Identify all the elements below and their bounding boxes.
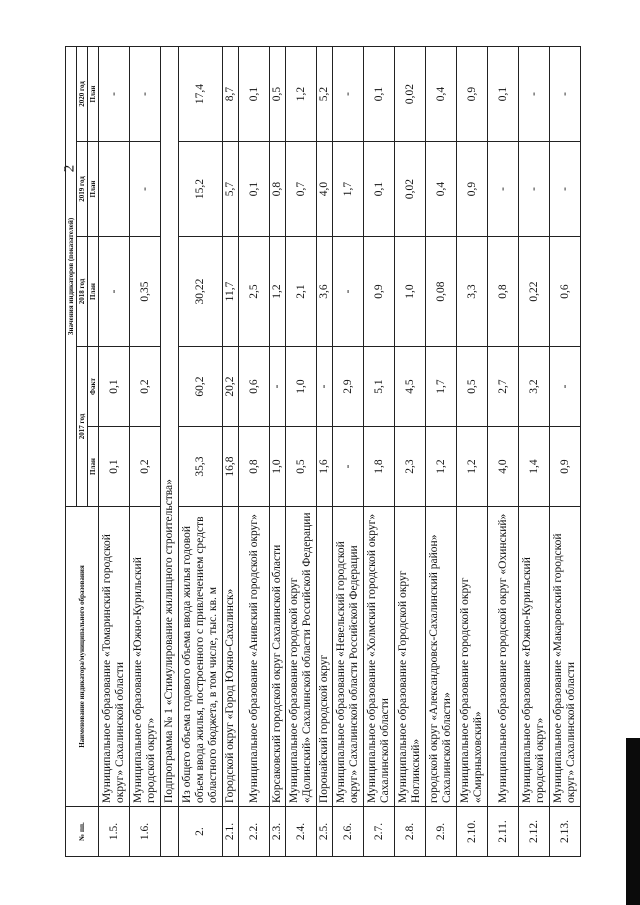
header-name: Наименование индикатора/муниципального образования: [66, 507, 99, 807]
header-plan-2018: План: [88, 237, 99, 347]
row-number: 2.9.: [426, 807, 457, 857]
row-name: Муниципальное образование «Южно-Курильский городской округ»: [130, 507, 161, 807]
cell-plan-2019: 0,7: [286, 142, 317, 237]
row-number: 2.8.: [395, 807, 426, 857]
header-values-group: Значения индикаторов (показателей): [66, 46, 77, 506]
table-row: [550, 46, 581, 856]
cell-plan-2020: -: [519, 46, 550, 141]
row-number: 2.: [179, 807, 223, 857]
cell-plan-2017: 1,2: [426, 427, 457, 507]
row-name: Муниципальное образование «Томаринский городской округ» Сахалинской области: [99, 507, 130, 807]
cell-plan-2020: 0,02: [395, 46, 426, 141]
row-number: 2.11.: [488, 807, 519, 857]
cell-fact-2017: 20,2: [223, 347, 239, 427]
table-row: [179, 46, 223, 856]
row-number: 1.6.: [130, 807, 161, 857]
cell-plan-2018: 11,7: [223, 237, 239, 347]
table-row: [130, 46, 161, 856]
cell-plan-2017: -: [333, 427, 364, 507]
cell-plan-2018: 30,22: [179, 237, 223, 347]
cell-plan-2017: 1,0: [270, 427, 286, 507]
cell-plan-2018: 0,35: [130, 237, 161, 347]
table-row: [457, 46, 488, 856]
row-name: Муниципальное образование «Макаровский городской округ» Сахалинской области: [550, 507, 581, 807]
cell-plan-2018: -: [333, 237, 364, 347]
cell-plan-2020: 0,1: [488, 46, 519, 141]
indicators-table: [65, 46, 581, 857]
cell-plan-2019: -: [130, 142, 161, 237]
cell-plan-2019: 5,7: [223, 142, 239, 237]
cell-plan-2019: 15,2: [179, 142, 223, 237]
cell-plan-2018: 2,5: [239, 237, 270, 347]
table-row: [239, 46, 270, 856]
row-number: 1.5.: [99, 807, 130, 857]
header-year-2017: 2017 год: [77, 347, 88, 507]
row-name: Муниципальное образование городской округ «Долинский» Сахалинской области Российской Федерации: [286, 507, 317, 807]
row-number: 2.10.: [457, 807, 488, 857]
cell-plan-2017: 0,9: [550, 427, 581, 507]
cell-plan-2017: 2,3: [395, 427, 426, 507]
cell-plan-2018: 0,22: [519, 237, 550, 347]
header-year-2020: 2020 год: [77, 46, 88, 141]
cell-fact-2017: 5,1: [364, 347, 395, 427]
cell-fact-2017: 0,6: [239, 347, 270, 427]
row-name: Из общего объема годового объема ввода жилья годовой объем ввода жилья, построенного с привлечением средств областного бюджета, в том числе, тыс. кв. м: [179, 507, 223, 807]
cell-plan-2019: -: [488, 142, 519, 237]
cell-fact-2017: 2,7: [488, 347, 519, 427]
cell-fact-2017: 1,7: [426, 347, 457, 427]
cell-plan-2019: 0,8: [270, 142, 286, 237]
cell-plan-2020: 0,5: [270, 46, 286, 141]
cell-plan-2017: 0,5: [286, 427, 317, 507]
cell-fact-2017: 1,0: [286, 347, 317, 427]
rotated-table-sheet: [65, 47, 575, 857]
cell-plan-2018: 0,9: [364, 237, 395, 347]
header-number: № пп.: [66, 807, 99, 857]
cell-plan-2019: 1,7: [333, 142, 364, 237]
cell-plan-2019: 4,0: [317, 142, 333, 237]
cell-fact-2017: -: [550, 347, 581, 427]
cell-plan-2019: 0,1: [364, 142, 395, 237]
cell-plan-2017: 16,8: [223, 427, 239, 507]
cell-plan-2017: 0,2: [130, 427, 161, 507]
cell-plan-2017: 1,6: [317, 427, 333, 507]
row-name: Поронайский городской округ: [317, 507, 333, 807]
cell-plan-2018: 1,2: [270, 237, 286, 347]
cell-plan-2017: 0,1: [99, 427, 130, 507]
cell-fact-2017: -: [270, 347, 286, 427]
cell-plan-2020: 17,4: [179, 46, 223, 141]
cell-plan-2018: 3,3: [457, 237, 488, 347]
cell-plan-2020: 5,2: [317, 46, 333, 141]
cell-fact-2017: 2,9: [333, 347, 364, 427]
cell-plan-2018: 3,6: [317, 237, 333, 347]
table-row: [333, 46, 364, 856]
cell-fact-2017: -: [317, 347, 333, 427]
row-number: 2.5.: [317, 807, 333, 857]
table-row: [364, 46, 395, 856]
header-year-2018: 2018 год: [77, 237, 88, 347]
cell-plan-2017: 4,0: [488, 427, 519, 507]
cell-plan-2019: 0,02: [395, 142, 426, 237]
cell-plan-2018: 0,8: [488, 237, 519, 347]
table-row: [286, 46, 317, 856]
cell-plan-2020: 0,9: [457, 46, 488, 141]
cell-plan-2018: 0,08: [426, 237, 457, 347]
row-number: 2.13.: [550, 807, 581, 857]
row-number: 2.3.: [270, 807, 286, 857]
cell-fact-2017: 0,2: [130, 347, 161, 427]
cell-plan-2019: [99, 142, 130, 237]
row-number: 2.6.: [333, 807, 364, 857]
cell-plan-2017: 0,8: [239, 427, 270, 507]
row-name: Муниципальное образование «Анивский городской округ»: [239, 507, 270, 807]
header-plan-2020: План: [88, 46, 99, 141]
header-fact-2017: Факт: [88, 347, 99, 427]
row-number: 2.4.: [286, 807, 317, 857]
table-row: [395, 46, 426, 856]
row-name: Подпрограмма № 1 «Стимулирование жилищного строительства»: [161, 46, 179, 806]
cell-plan-2017: 1,2: [457, 427, 488, 507]
header-year-2019: 2019 год: [77, 142, 88, 237]
cell-plan-2020: 8,7: [223, 46, 239, 141]
row-number: 2.7.: [364, 807, 395, 857]
cell-plan-2020: -: [550, 46, 581, 141]
scan-edge-bar: [626, 738, 640, 905]
cell-plan-2020: 0,1: [239, 46, 270, 141]
cell-plan-2019: -: [550, 142, 581, 237]
table-row: [519, 46, 550, 856]
cell-plan-2019: -: [519, 142, 550, 237]
cell-plan-2020: -: [130, 46, 161, 141]
row-number: [161, 807, 179, 857]
cell-plan-2018: -: [99, 237, 130, 347]
cell-plan-2019: 0,1: [239, 142, 270, 237]
row-number: 2.2.: [239, 807, 270, 857]
table-row: [317, 46, 333, 856]
row-name: городской округ «Александровск-Сахалинский район» Сахалинской области»: [426, 507, 457, 807]
table-row: [488, 46, 519, 856]
page-number: 2: [61, 164, 78, 173]
table-row-subprogram: [161, 46, 179, 856]
cell-fact-2017: 60,2: [179, 347, 223, 427]
table-row: [99, 46, 130, 856]
cell-plan-2020: -: [99, 46, 130, 141]
cell-plan-2020: -: [333, 46, 364, 141]
row-name: Муниципальное образование городской округ «Охинский»: [488, 507, 519, 807]
table-row: [270, 46, 286, 856]
cell-plan-2018: 2,1: [286, 237, 317, 347]
cell-fact-2017: 4,5: [395, 347, 426, 427]
cell-fact-2017: 3,2: [519, 347, 550, 427]
cell-fact-2017: 0,5: [457, 347, 488, 427]
cell-plan-2018: 1,0: [395, 237, 426, 347]
row-name: Муниципальное образование «Холмский городской округ» Сахалинской области: [364, 507, 395, 807]
cell-plan-2020: 0,4: [426, 46, 457, 141]
row-name: Муниципальное образование «Южно-Курильский городской округ»: [519, 507, 550, 807]
row-name: Корсаковский городской округ Сахалинской области: [270, 507, 286, 807]
cell-plan-2019: 0,4: [426, 142, 457, 237]
row-name: Городской округ «Город Южно-Сахалинск»: [223, 507, 239, 807]
cell-plan-2017: 35,3: [179, 427, 223, 507]
row-name: Муниципальное образование городской округ «Смирныховский»: [457, 507, 488, 807]
cell-fact-2017: 0,1: [99, 347, 130, 427]
row-name: Муниципальное образование «Невельский городской округ» Сахалинской области Российской Федерации: [333, 507, 364, 807]
cell-plan-2020: 1,2: [286, 46, 317, 141]
cell-plan-2019: 0,9: [457, 142, 488, 237]
cell-plan-2017: 1,8: [364, 427, 395, 507]
table-row: [223, 46, 239, 856]
cell-plan-2020: 0,1: [364, 46, 395, 141]
row-number: 2.1.: [223, 807, 239, 857]
header-plan-2019: План: [88, 142, 99, 237]
row-name: Муниципальное образование «Городской округ Ногликский»: [395, 507, 426, 807]
cell-plan-2018: 0,6: [550, 237, 581, 347]
header-plan-2017: План: [88, 427, 99, 507]
table-row: [426, 46, 457, 856]
row-number: 2.12.: [519, 807, 550, 857]
cell-plan-2017: 1,4: [519, 427, 550, 507]
